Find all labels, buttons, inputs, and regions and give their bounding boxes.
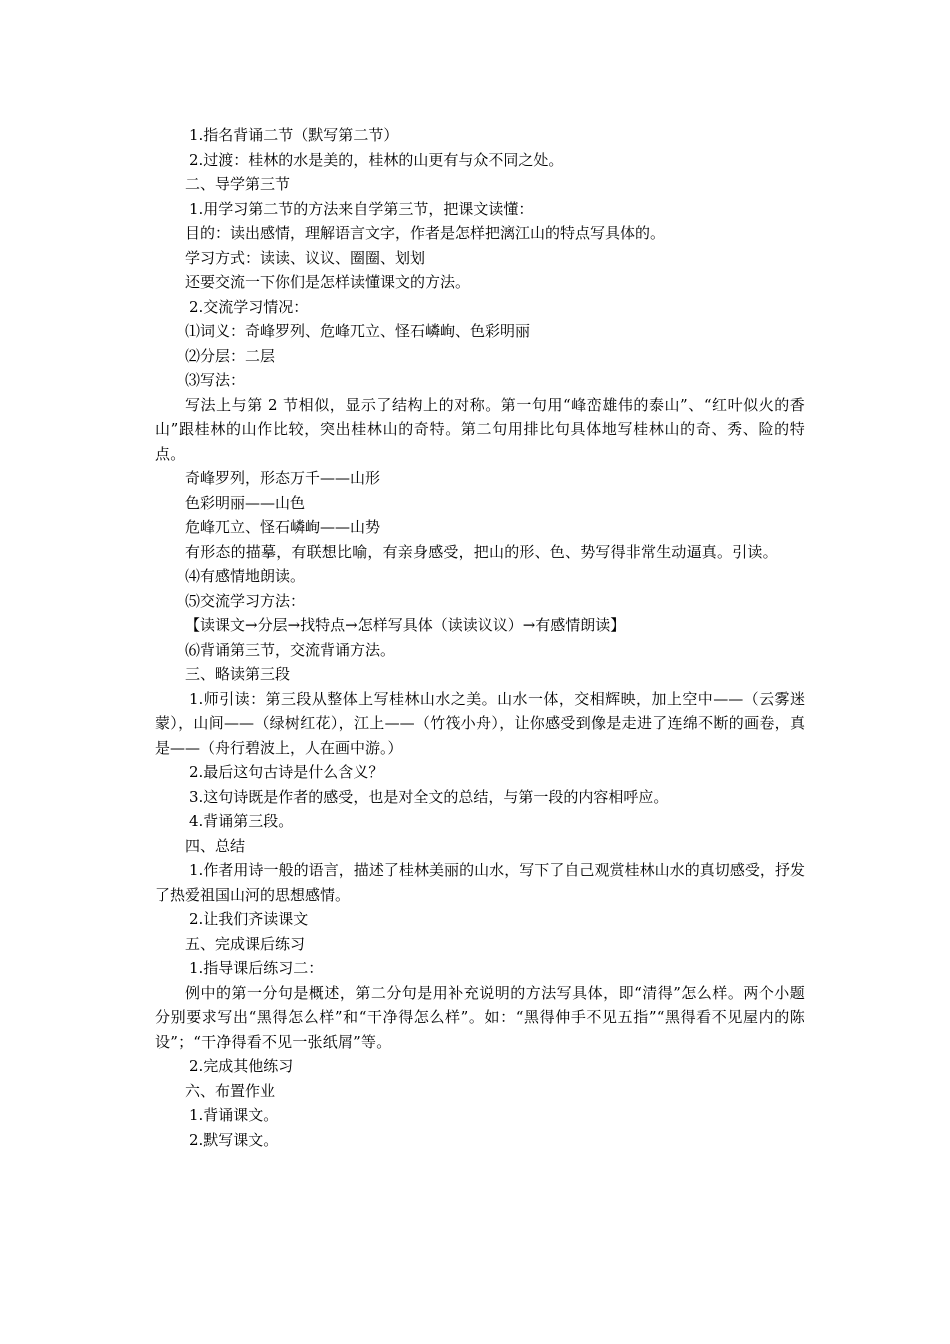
text-line: ⑶写法： [185,371,246,389]
paragraph: 写法上与第 2 节相似，显示了结构上的对称。第一句用“峰峦雄伟的泰山”、“红叶似火的香山”跟桂林的山作比较，突出桂林山的奇特。第二句用排比句具体地写桂林山的奇、秀、险的特点。 [155,395,805,463]
text-line: ⑹背诵第三节，交流背诵方法。 [185,640,396,659]
paragraph: 有形态的描摹，有联想比喻，有亲身感受，把山的形、色、势写得非常生动逼真。引读。 [185,542,778,561]
text-line: 2.让我们齐读课文 [189,910,309,928]
text-line: 还要交流一下你们是怎样读懂课文的方法。 [185,273,471,291]
paragraph: 1.作者用诗一般的语言，描述了桂林美丽的山水，写下了自己观赏桂林山水的真切感受，抒发了热爱祖国山河的思想感情。 [155,861,805,904]
text-line: 色彩明丽——山色 [185,493,306,512]
text-line: 目的：读出感情，理解语言文字，作者是怎样把漓江山的特点写具体的。 [185,224,666,242]
section-heading: 二、导学第三节 [185,175,291,193]
text-line: 1.用学习第二节的方法来自学第三节，把课文读懂： [189,199,534,218]
text-line: 2.默写课文。 [189,1130,279,1149]
text-line: 奇峰罗列，形态万千——山形 [185,469,381,487]
text-line: 【读课文→分层→找特点→怎样写具体（读读议议）→有感情朗读】 [185,616,626,634]
text-line: 危峰兀立、怪石嶙峋——山势 [185,518,381,536]
text-line: 2.最后这句古诗是什么含义？ [189,763,384,781]
text-line: 4.背诵第三段。 [189,812,294,830]
text-line: ⑵分层：二层 [185,346,276,365]
text-line: 1.背诵课文。 [189,1106,279,1124]
text-line: 2.完成其他练习 [189,1057,294,1075]
section-heading: 四、总结 [185,836,246,855]
text-line: 2.交流学习情况： [189,297,309,316]
text-line: 1.指导课后练习二： [189,959,324,977]
text-line: 学习方式：读读、议议、圈圈、划划 [185,248,426,267]
text-line: ⑴词义：奇峰罗列、危峰兀立、怪石嶙峋、色彩明丽 [185,322,531,340]
section-heading: 六、布置作业 [185,1081,276,1100]
section-heading: 三、略读第三段 [185,665,291,683]
document-page [155,123,805,1152]
paragraph: 1.师引读：第三段从整体上写桂林山水之美。山水一体，交相辉映，加上空中——（云雾迷蒙），山间——（绿树红花），江上——（竹筏小舟），让你感受到像是走进了连绵不断的画卷，真是——（舟行碧波上，人在画中游。） [155,689,805,757]
section-heading: 五、完成课后练习 [185,934,306,953]
text-line: ⑷有感情地朗读。 [185,567,306,585]
text-line: ⑸交流学习方法： [185,591,306,610]
text-line: 2.过渡：桂林的水是美的，桂林的山更有与众不同之处。 [189,150,564,169]
text-line: 3.这句诗既是作者的感受，也是对全文的总结，与第一段的内容相呼应。 [189,787,669,806]
paragraph: 例中的第一分句是概述，第二分句是用补充说明的方法写具体，即“清得”怎么样。两个小题分别要求写出“黑得怎么样”和“干净得怎么样”。如：“黑得伸手不见五指”“黑得看不见屋内的陈设”；“干净得看不见一张纸屑”等。 [155,983,805,1051]
text-line: 1.指名背诵二节（默写第二节） [189,126,399,144]
